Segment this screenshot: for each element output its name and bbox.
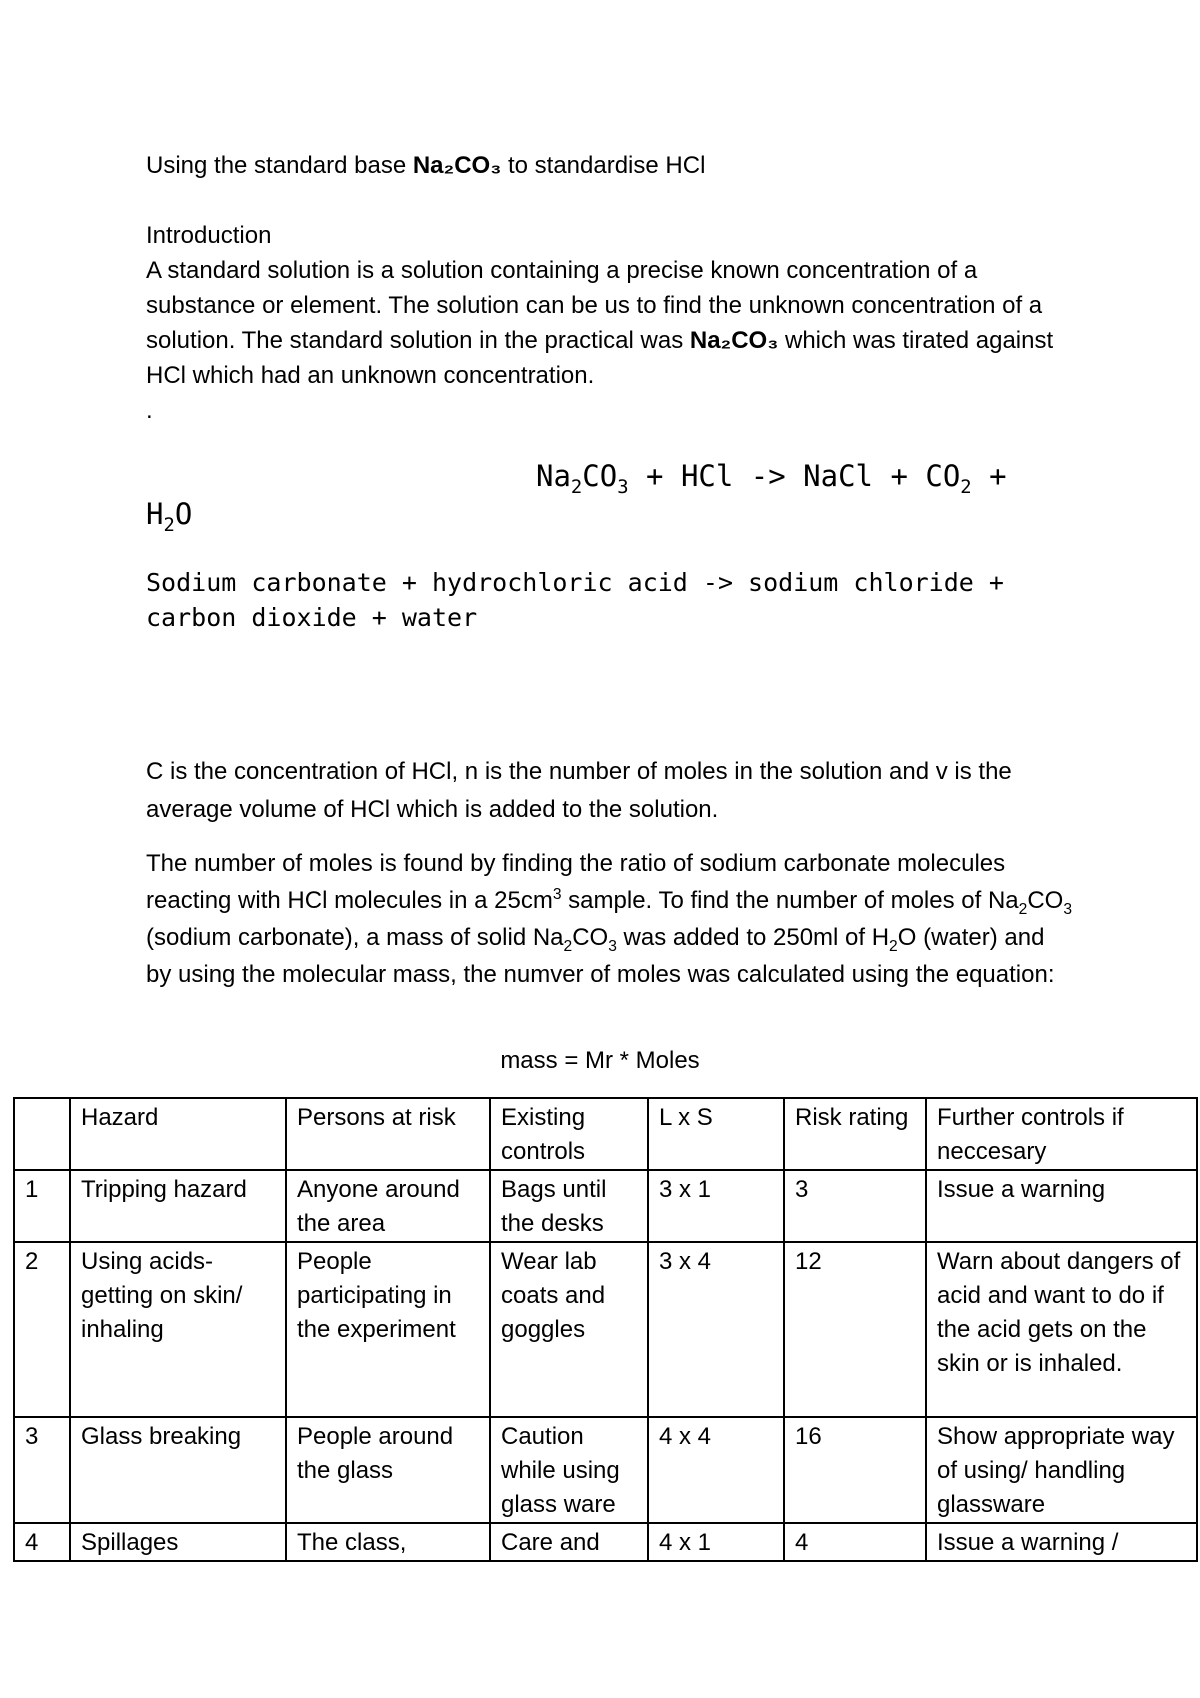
header-cell: Hazard [70, 1098, 286, 1170]
table-row [14, 1523, 1197, 1561]
table-cell: 4 [784, 1523, 926, 1561]
header-cell: L x S [648, 1098, 784, 1170]
table-cell: 3 x 4 [648, 1242, 784, 1417]
table-cell: Show appropriate way of using/ handling glassware [926, 1417, 1197, 1523]
table-cell: Warn about dangers of acid and want to do if the acid gets on the skin or is inhaled. [926, 1242, 1197, 1417]
table-cell: 4 [14, 1523, 70, 1561]
table-cell: Wear lab coats and goggles [490, 1242, 648, 1417]
word-equation: Sodium carbonate + hydrochloric acid -> sodium chloride + carbon dioxide + water [146, 568, 1004, 632]
table-cell: 3 x 1 [648, 1170, 784, 1242]
table-cell: Issue a warning / [926, 1523, 1197, 1561]
table-cell: Using acids- getting on skin/ inhaling [70, 1242, 286, 1417]
table-row [14, 1242, 1197, 1417]
table-cell: Anyone around the area [286, 1170, 490, 1242]
table-row [14, 1417, 1197, 1523]
table-cell: 3 [784, 1170, 926, 1242]
intro-dot: . [146, 397, 153, 424]
table-cell: 16 [784, 1417, 926, 1523]
header-cell: Risk rating [784, 1098, 926, 1170]
header-cell: Persons at risk [286, 1098, 490, 1170]
intro-paragraph [146, 253, 1076, 393]
table-header-row [14, 1098, 1197, 1170]
moles-paragraph: The number of moles is found by finding the ratio of sodium carbonate molecules reacting with HCl molecules in a $25cm^3$ sample. To find the number of moles of $Na_2CO_3$ (sodium carbonate), a mass of solid $Na_2CO_3$ was added to 250ml of $H_2O$ (water) and by using the molecular mass, the numver of moles was calculated using the equation: [146, 850, 1073, 988]
risk-assessment-table [13, 1097, 1198, 1562]
table-cell: 3 [14, 1417, 70, 1523]
title-formula: Na₂CO₃ [412, 152, 502, 179]
table-cell: Issue a warning [926, 1170, 1197, 1242]
table-cell: Spillages [70, 1523, 286, 1561]
title-suffix: to standardise HCl [507, 152, 706, 179]
table-cell: The class, [286, 1523, 490, 1561]
table-cell: Bags until the desks [490, 1170, 648, 1242]
mass-equation: mass = Mr * Moles [500, 1047, 700, 1074]
header-cell: Existing controls [490, 1098, 648, 1170]
table-cell: Glass breaking [70, 1417, 286, 1523]
table-cell: 1 [14, 1170, 70, 1242]
table-cell: 4 x 4 [648, 1417, 784, 1523]
table-cell: 2 [14, 1242, 70, 1417]
table-cell: Tripping hazard [70, 1170, 286, 1242]
concentration-paragraph: C is the concentration of HCl, n is the number of moles in the solution and v is the average volume of HCl which is added to the solution. [146, 758, 1012, 823]
page-title [146, 148, 1076, 183]
table-cell: People around the glass [286, 1417, 490, 1523]
intro-text: A standard solution is a solution containing a precise known concentration of a substance or element. The solution can be us to find the unknown concentration of a solution. The standard solution in the practical was [146, 257, 1043, 354]
table-cell: Care and [490, 1523, 648, 1561]
table-row [14, 1170, 1197, 1242]
table-cell: 4 x 1 [648, 1523, 784, 1561]
table-cell: People participating in the experiment [286, 1242, 490, 1417]
chemical-equation: $Na_2CO_3$ + HCl -> NaCl + $CO_2$ + $H_2O$ [146, 459, 1007, 536]
header-cell [14, 1098, 70, 1170]
intro-heading: Introduction [146, 222, 272, 249]
table-cell: Caution while using glass ware [490, 1417, 648, 1523]
header-cell: Further controls if neccesary [926, 1098, 1197, 1170]
title-prefix: Using the standard base [146, 152, 407, 179]
table-cell: 12 [784, 1242, 926, 1417]
intro-formula: Na₂CO₃ [689, 327, 779, 354]
intro-text-2: which was tirated against HCl which had an unknown concentration. [146, 327, 1054, 389]
